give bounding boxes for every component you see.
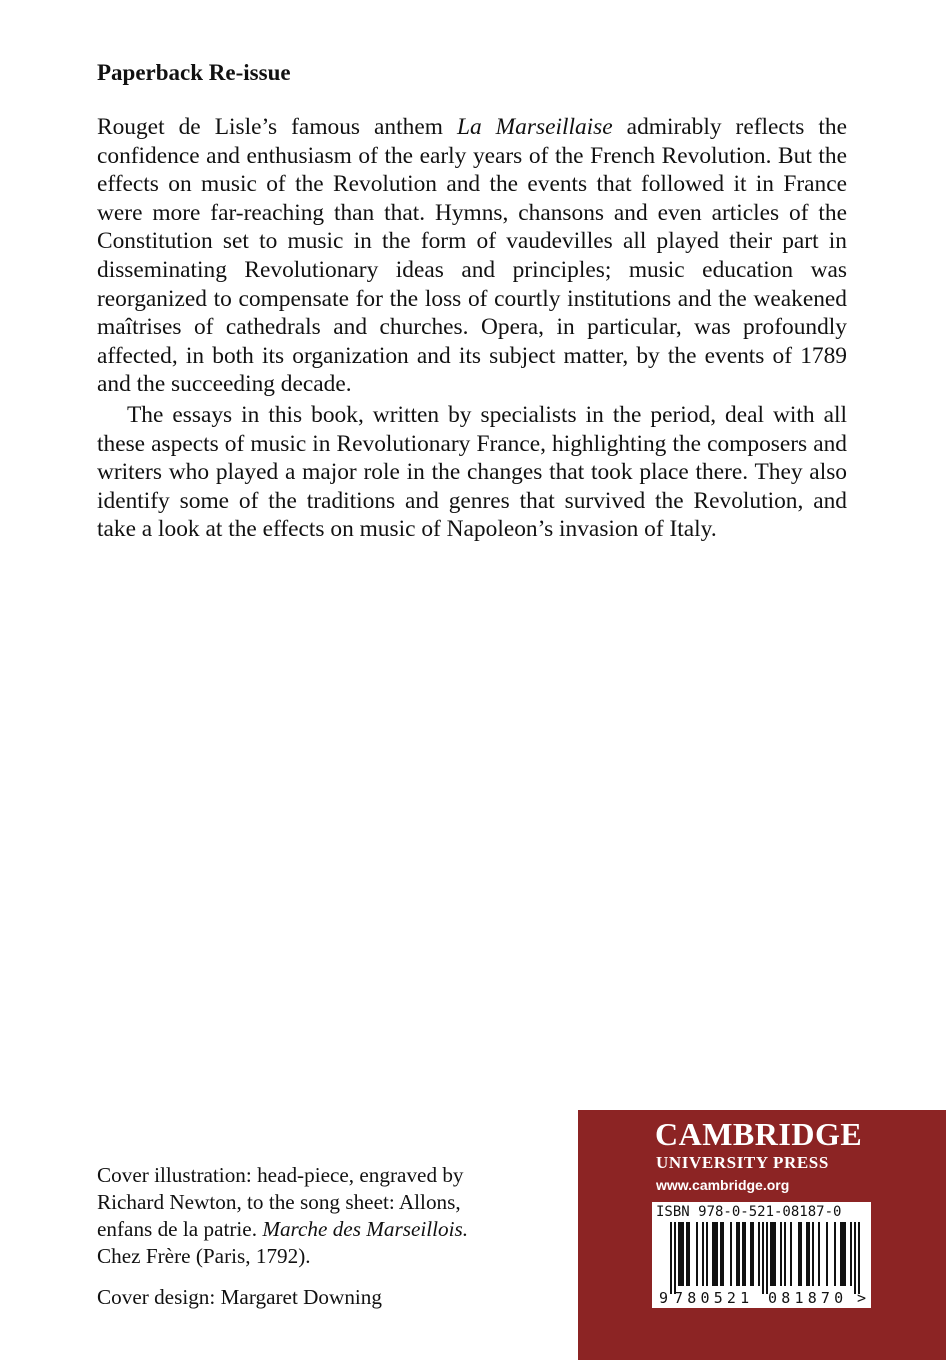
barcode-bar-7 <box>696 1222 698 1286</box>
barcode-bar-20 <box>750 1222 752 1286</box>
barcode-bar-44 <box>858 1222 860 1294</box>
barcode-bar-17 <box>738 1222 740 1286</box>
barcode-bar-19 <box>744 1222 746 1286</box>
barcode-bar-25 <box>770 1222 772 1286</box>
barcode-bar-32 <box>800 1222 802 1286</box>
barcode-bar-10 <box>712 1222 714 1286</box>
barcode-bar-40 <box>842 1222 844 1286</box>
credits <box>97 1162 482 1311</box>
title-la-marseillaise: La Marseillaise <box>456 114 613 140</box>
cover-credit-title: Marche des Marseillois. <box>262 1217 469 1241</box>
blurb-p1-rest: admirably reflects the confidence and enthusiasm of the early years of the French Revolution. But the effects on music of the Revolution and the events that followed it in France were more far-reaching than that. Hymns, chansons and even articles of the Constitution set to music in the form of vaudevilles all played their part in disseminating Revolutionary ideas and principles; music education was reorganized to compensate for the loss of courtly institutions and the weakened maîtrises of cathedrals and churches. Opera, in particular, was profoundly affected, in both its organization and its subject matter, by the events of 1789 and the succeeding decade. <box>97 114 847 398</box>
barcode-bar-0 <box>670 1222 672 1294</box>
barcode-bar-1 <box>674 1222 676 1294</box>
barcode-bar-24 <box>766 1222 768 1294</box>
barcode-bar-27 <box>774 1222 776 1286</box>
publisher-logo-name: CAMBRIDGE <box>655 1116 863 1152</box>
barcode-bar-21 <box>752 1222 754 1286</box>
barcode-bar-39 <box>840 1222 842 1286</box>
barcode-bar-29 <box>784 1222 786 1286</box>
barcode-panel <box>652 1202 871 1308</box>
barcode-bar-38 <box>834 1222 836 1286</box>
barcode-end-mark: > <box>857 1289 867 1307</box>
barcode-bar-2 <box>678 1222 680 1286</box>
barcode-bar-35 <box>812 1222 814 1286</box>
barcode-bar-30 <box>790 1222 792 1286</box>
barcode-bar-3 <box>680 1222 682 1286</box>
barcode-bar-6 <box>688 1222 690 1286</box>
blurb-paragraph-1 <box>97 113 847 399</box>
blurb-p1-start: Rouget de Lisle’s famous anthem <box>97 114 457 140</box>
cover-design-credit: Cover design: Margaret Downing <box>97 1285 382 1309</box>
barcode-bar-11 <box>714 1222 716 1286</box>
barcode-bar-37 <box>826 1222 828 1286</box>
publisher-logo-subtitle: UNIVERSITY PRESS <box>656 1153 829 1172</box>
barcode-bar-26 <box>772 1222 774 1286</box>
barcode-bar-31 <box>798 1222 800 1286</box>
barcode-bar-18 <box>742 1222 744 1286</box>
barcode-bar-13 <box>720 1222 722 1286</box>
barcode-bar-36 <box>818 1222 820 1286</box>
barcode-bar-5 <box>686 1222 688 1286</box>
barcode-bar-41 <box>844 1222 846 1286</box>
barcode-bar-14 <box>722 1222 724 1286</box>
barcode-bar-8 <box>702 1222 704 1286</box>
barcode-bar-23 <box>762 1222 764 1294</box>
blurb-paragraph-2: The essays in this book, written by specialists in the period, deal with all these aspects of music in Revolutionary France, highlighting the composers and writers who played a major role in the changes that took place there. They also identify some of the traditions and genres that survived the Revolution, and take a look at the effects on music of Napoleon’s invasion of Italy. <box>97 401 847 543</box>
barcode-left-group: 780521 <box>674 1289 754 1307</box>
barcode-lead-digit: 9 <box>659 1289 669 1307</box>
isbn-label: ISBN 978-0-521-08187-0 <box>656 1204 842 1220</box>
barcode-bar-43 <box>854 1222 856 1294</box>
blurb <box>97 113 847 544</box>
barcode-bar-42 <box>850 1222 852 1286</box>
barcode-bar-34 <box>808 1222 810 1286</box>
barcode-bar-15 <box>730 1222 732 1286</box>
publisher-block <box>578 1110 946 1360</box>
cover-illustration-credit <box>97 1162 482 1270</box>
barcode-bar-9 <box>706 1222 708 1286</box>
barcode-bar-16 <box>736 1222 738 1286</box>
barcode-right-group: 081870 <box>768 1289 848 1307</box>
cover-credit-start: Cover illustration: head-piece, engraved by Richard Newton, to the song sheet: Allons, enfans de la patrie. <box>97 1163 464 1241</box>
barcode-bars <box>670 1222 860 1294</box>
barcode-bar-12 <box>716 1222 718 1286</box>
cover-credit-end: Chez Frère (Paris, 1792). <box>97 1244 311 1268</box>
barcode-bar-28 <box>780 1222 782 1286</box>
barcode-bar-33 <box>806 1222 808 1286</box>
heading: Paperback Re-issue <box>97 60 291 85</box>
publisher-website: www.cambridge.org <box>656 1177 790 1193</box>
barcode-graphic <box>652 1202 871 1308</box>
barcode-bar-4 <box>682 1222 684 1286</box>
barcode-bar-22 <box>758 1222 760 1286</box>
